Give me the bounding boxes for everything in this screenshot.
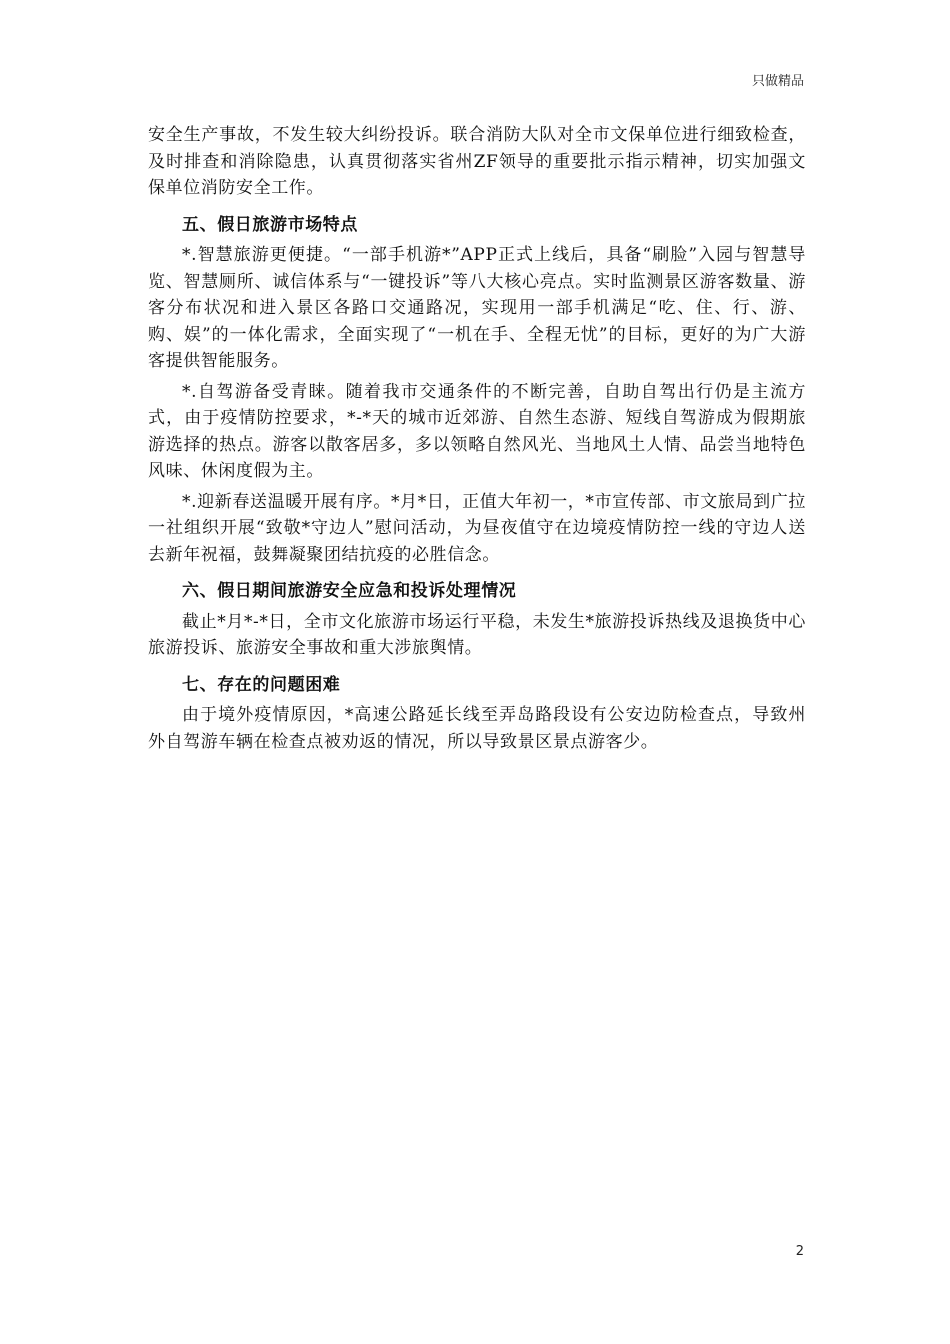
paragraph-7-1: 由于境外疫情原因，*高速公路延长线至弄岛路段设有公安边防检查点，导致州外自驾游车辆在检查点被劝返的情况，所以导致景区景点游客少。 bbox=[148, 705, 806, 752]
section-heading-6: 六、假日期间旅游安全应急和投诉处理情况 bbox=[182, 581, 517, 601]
section-heading-7: 七、存在的问题困难 bbox=[182, 674, 341, 695]
section-heading-5: 五、假日旅游市场特点 bbox=[182, 214, 358, 235]
document-body bbox=[148, 122, 806, 755]
header-note: 只做精品 bbox=[751, 74, 804, 89]
paragraph-intro: 安全生产事故，不发生较大纠纷投诉。联合消防大队对全市文保单位进行细致检查，及时排查和消除隐患，认真贯彻落实省州ZF领导的重要批示指示精神，切实加强文保单位消防安全工作。 bbox=[148, 125, 806, 198]
paragraph-6-1: 截止*月*-*日，全市文化旅游市场运行平稳，未发生*旅游投诉热线及退换货中心旅游投诉、旅游安全事故和重大涉旅舆情。 bbox=[148, 611, 806, 658]
paragraph-5-3: *.迎新春送温暖开展有序。*月*日，正值大年初一，*市宣传部、市文旅局到广拉一社组织开展“致敬*守边人”慰问活动，为昼夜值守在边境疫情防控一线的守边人送去新年祝福，鼓舞凝聚团结抗疫的必胜信念。 bbox=[148, 491, 806, 565]
page-number: 2 bbox=[795, 1244, 804, 1259]
paragraph-5-2: *.自驾游备受青睐。随着我市交通条件的不断完善，自助自驾出行仍是主流方式，由于疫情防控要求，*-*天的城市近郊游、自然生态游、短线自驾游成为假期旅游选择的热点。游客以散客居多，多以领略自然风光、当地风土人情、品尝当地特色风味、休闲度假为主。 bbox=[148, 381, 806, 481]
paragraph-5-1: *.智慧旅游更便捷。“一部手机游*”APP正式上线后，具备“刷脸”入园与智慧导览、智慧厕所、诚信体系与“一键投诉”等八大核心亮点。实时监测景区游客数量、游客分布状况和进入景区各路口交通路况，实现用一部手机满足“吃、住、行、游、购、娱”的一体化需求，全面实现了“一机在手、全程无忧”的目标，更好的为广大游客提供智能服务。 bbox=[148, 245, 806, 371]
